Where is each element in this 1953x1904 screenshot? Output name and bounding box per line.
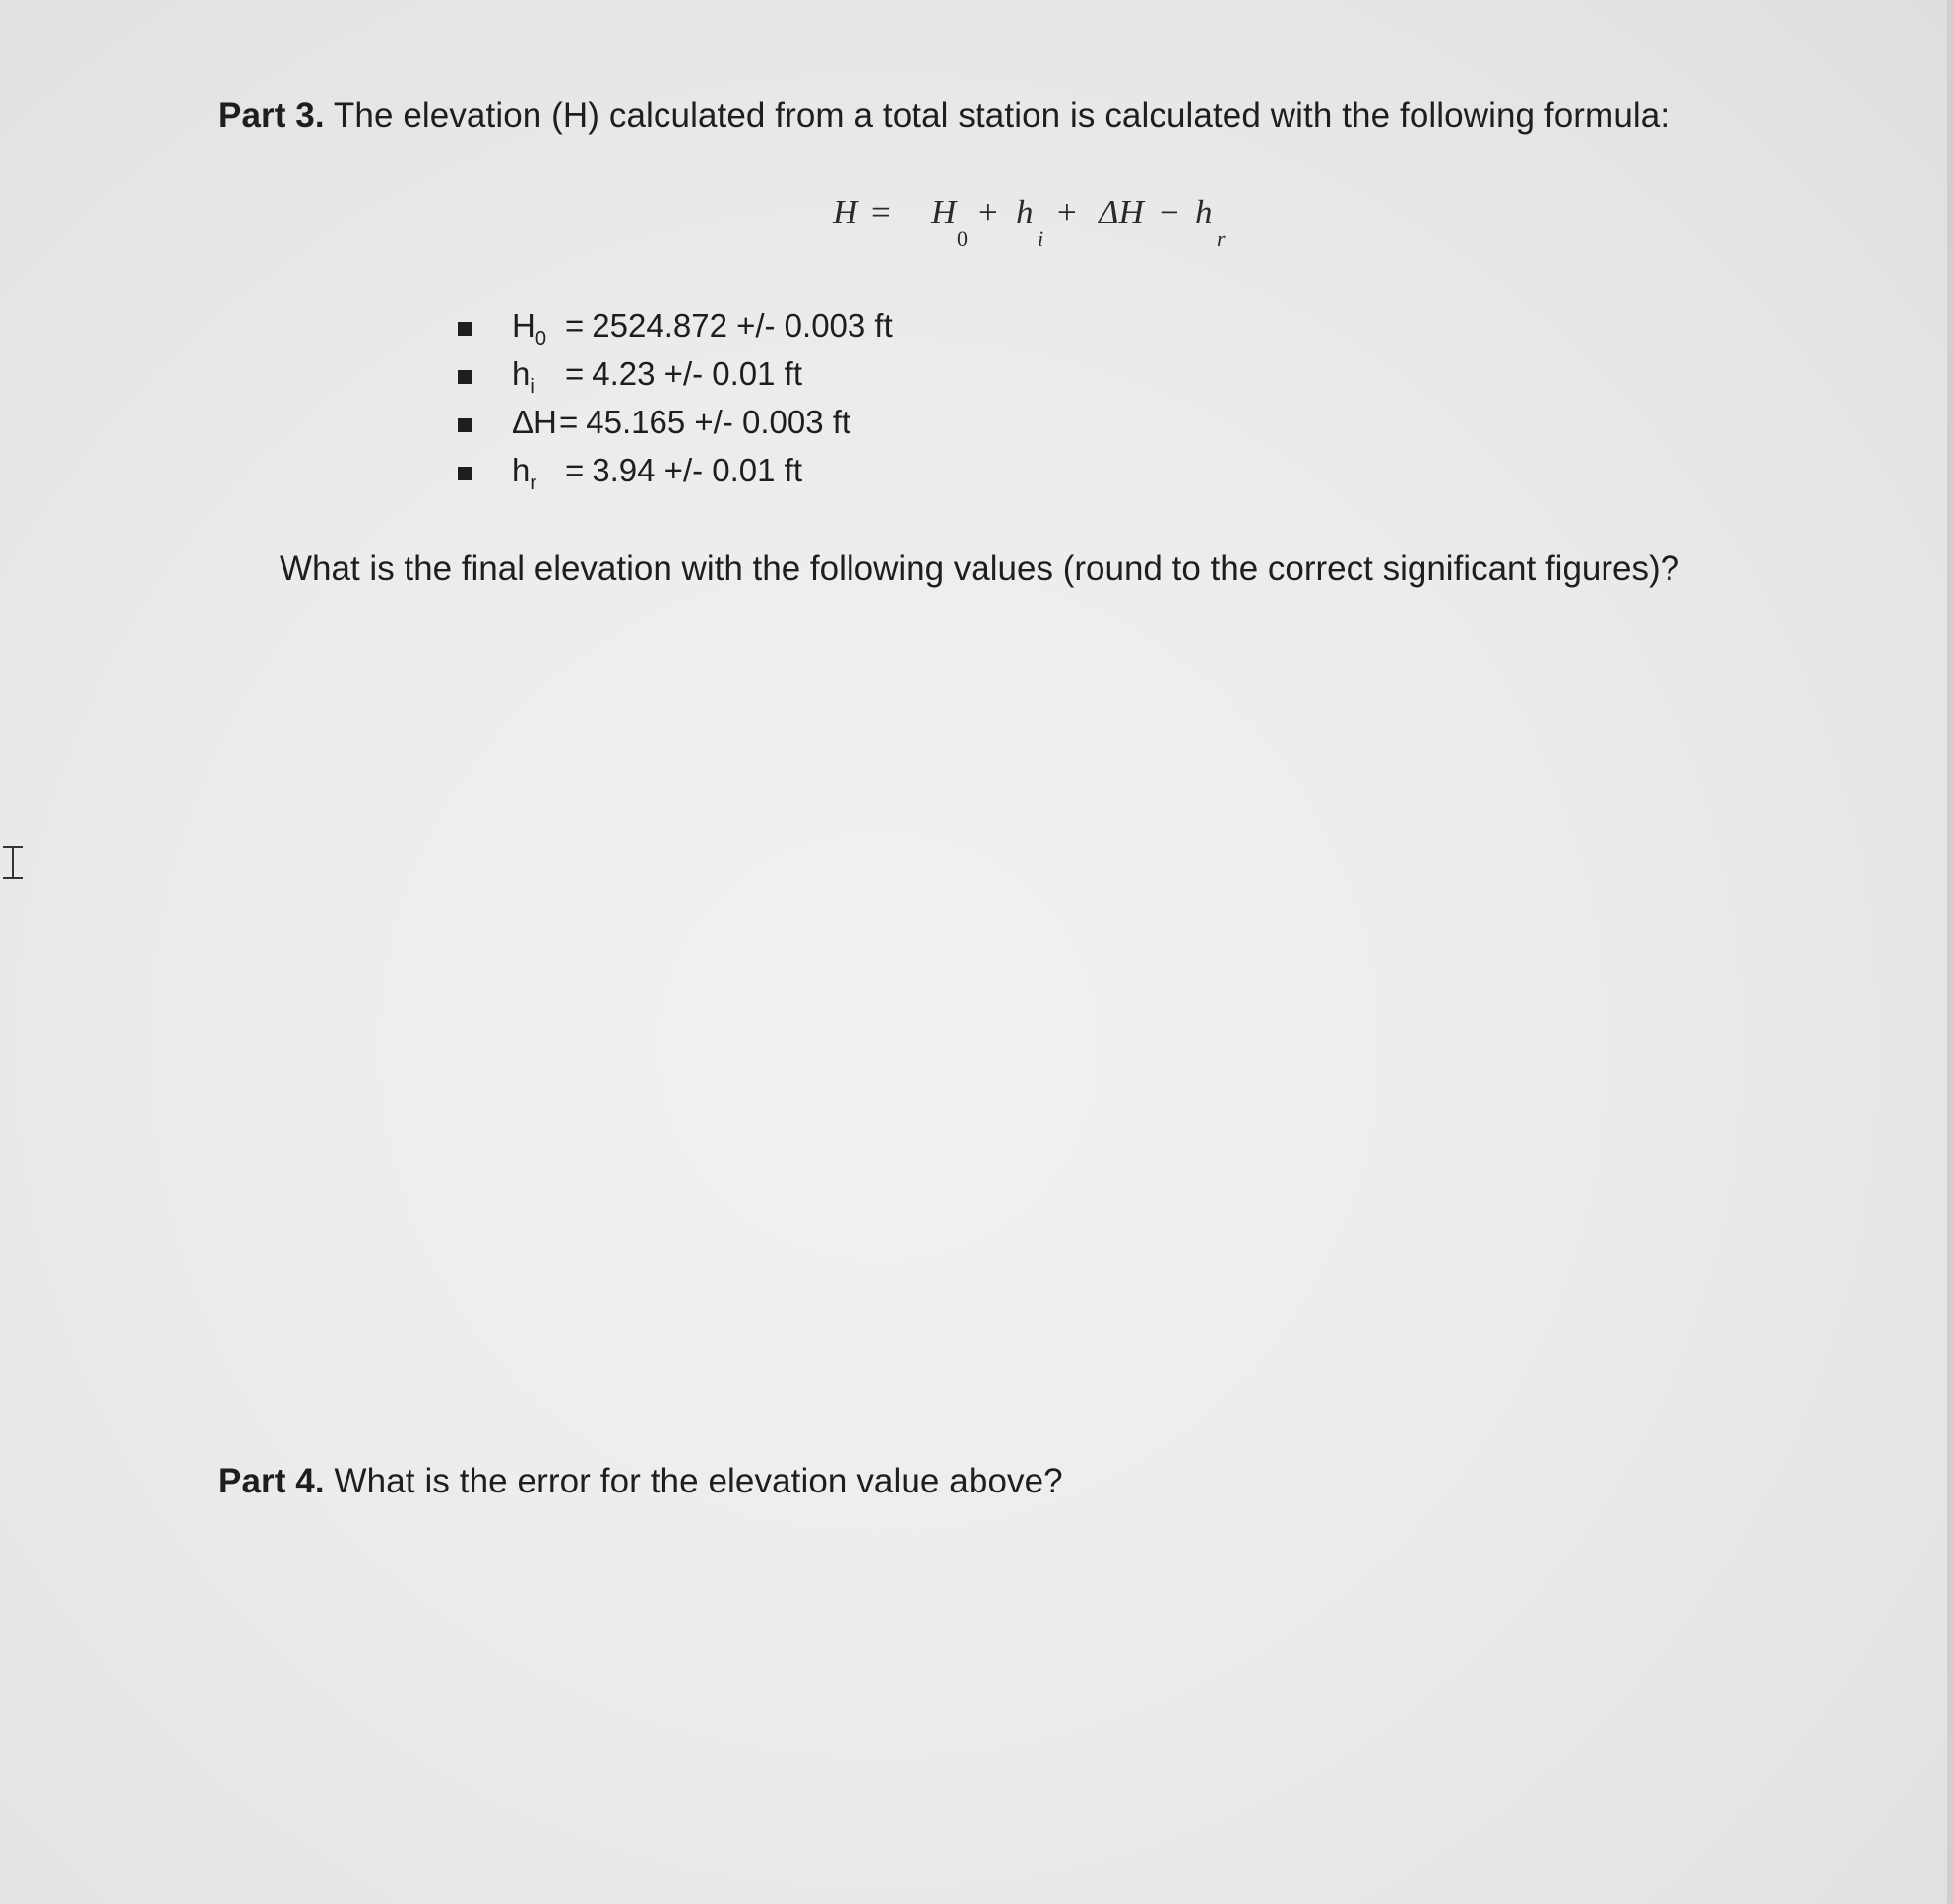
formula-delta-h: ΔH [1099,193,1144,231]
variable-symbol: $h_i$ [512,355,535,398]
formula-h0-sub: 0 [957,226,968,251]
formula-hi: h [1016,193,1034,231]
part-3-heading [219,95,1670,138]
formula-minus: − [1160,193,1179,231]
variable-value: = 4.23 +/- 0.01 ft [565,355,803,392]
text-cursor-icon [0,843,26,882]
formula-plus-2: + [1057,193,1077,231]
square-bullet-icon [458,418,472,432]
part-4-label: Part 4. [219,1462,325,1500]
screen-edge [1947,0,1953,1904]
variable-symbol: ΔH [512,404,557,440]
formula-hr-sub: r [1217,226,1226,251]
variable-symbol: $h_r$ [512,452,537,494]
formula-h0: H [931,193,957,231]
variable-value: = 45.165 +/- 0.003 ft [559,404,851,440]
variable-value: = 3.94 +/- 0.01 ft [565,452,803,488]
part-4-heading [219,1460,1063,1503]
square-bullet-icon [458,322,472,336]
part-3-label: Part 3. [219,96,325,135]
part-3-text: The elevation (H) calculated from a total station is calculated with the following formula: [324,96,1670,135]
question-text: What is the final elevation with the following values (round to the correct significant figures)? [280,549,1680,588]
variable-value: = 2524.872 +/- 0.003 ft [565,307,893,344]
formula-h: H [833,193,858,231]
variable-symbol: $H_0$ [512,307,546,349]
formula-plus-1: + [978,193,998,231]
formula-equals: = [871,193,891,231]
square-bullet-icon [458,370,472,384]
square-bullet-icon [458,467,472,480]
formula-hi-sub: i [1038,226,1044,251]
formula-hr: h [1195,193,1213,231]
part-4-text: What is the error for the elevation value above? [324,1462,1063,1500]
